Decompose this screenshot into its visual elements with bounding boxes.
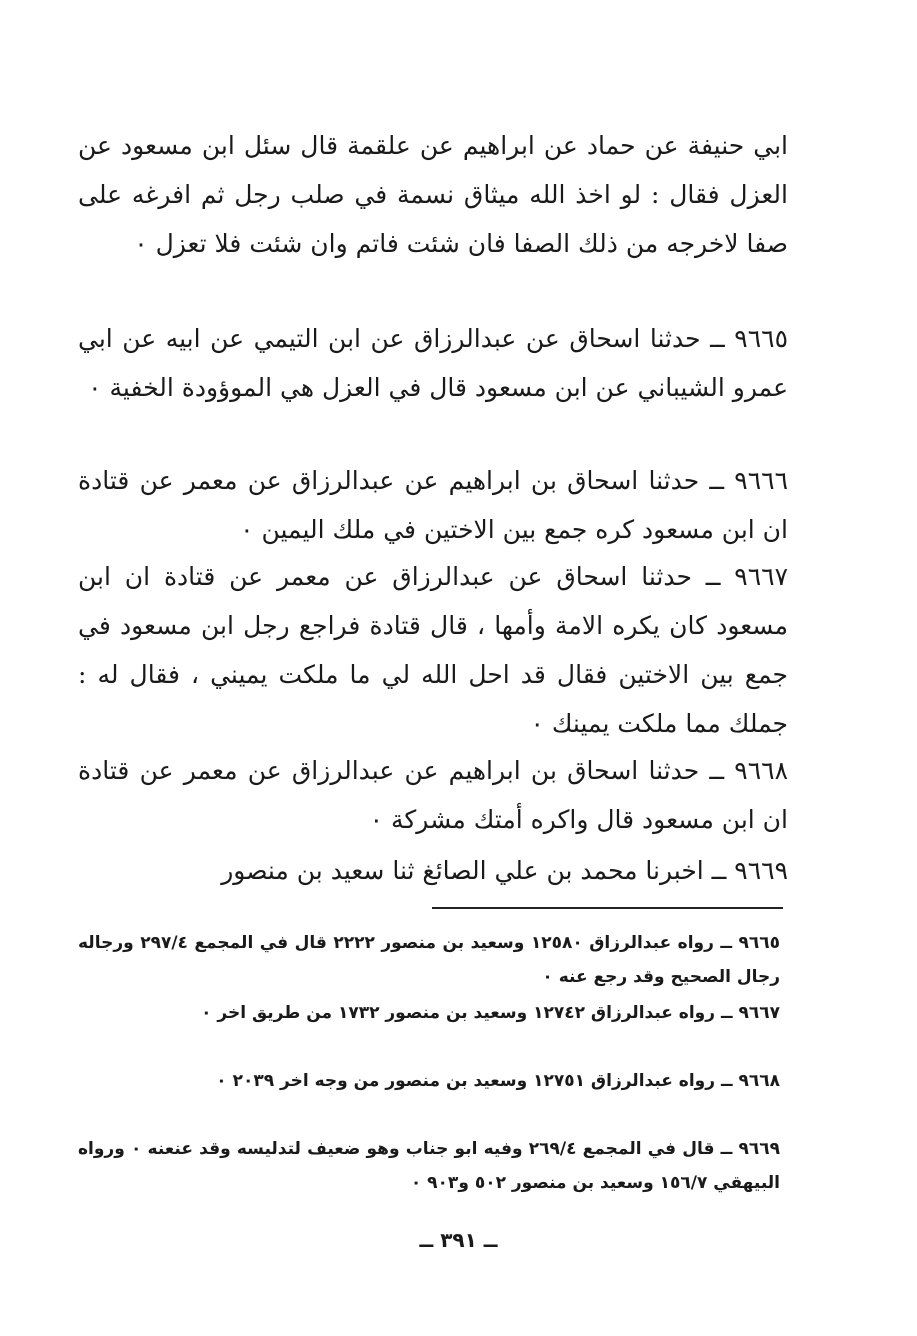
footnote-9667: ٩٦٦٧ ــ رواه عبدالرزاق ١٢٧٤٢ وسعيد بن منصور ١٧٣٢ من طريق اخر ٠ (201, 1003, 780, 1023)
paragraph-continuation: ابي حنيفة عن حماد عن ابراهيم عن علقمة قال سئل ابن مسعود عن العزل فقال : لو اخذ الله ميثاق نسمة في صلب رجل ثم افرغه على صفا لاخرجه من ذلك الصفا فان شئت فاتم وان شئت فلا تعزل ٠ (78, 131, 788, 258)
hadith-9669: ٩٦٦٩ ــ اخبرنا محمد بن علي الصائغ ثنا سعيد بن منصور (221, 856, 788, 885)
footnote-divider (432, 907, 783, 909)
page-number: ــ ٣٩١ ــ (419, 1228, 498, 1252)
hadith-9666: ٩٦٦٦ ــ حدثنا اسحاق بن ابراهيم عن عبدالرزاق عن معمر عن قتادة ان ابن مسعود كره جمع بين الاختين في ملك اليمين ٠ (78, 466, 788, 544)
hadith-9665: ٩٦٦٥ ــ حدثنا اسحاق عن عبدالرزاق عن ابن التيمي عن ابيه عن ابي عمرو الشيباني عن ابن مسعود قال في العزل هي الموؤودة الخفية ٠ (78, 324, 788, 402)
footnote-9665: ٩٦٦٥ ــ رواه عبدالرزاق ١٢٥٨٠ وسعيد بن منصور ٢٢٢٢ قال في المجمع ٢٩٧/٤ ورجاله رجال الصحيح وقد رجع عنه ٠ (78, 933, 781, 987)
footnote-9668: ٩٦٦٨ ــ رواه عبدالرزاق ١٢٧٥١ وسعيد بن منصور من وجه اخر ٢٠٣٩ ٠ (216, 1071, 780, 1091)
hadith-9668: ٩٦٦٨ ــ حدثنا اسحاق بن ابراهيم عن عبدالرزاق عن معمر عن قتادة ان ابن مسعود قال واكره أمتك مشركة ٠ (78, 756, 788, 834)
hadith-9667: ٩٦٦٧ ــ حدثنا اسحاق عن عبدالرزاق عن معمر عن قتادة ان ابن مسعود كان يكره الامة وأمها ، قال قتادة فراجع رجل ابن مسعود في جمع بين الاختين فقال قد احل الله لي ما ملكت يميني ، فقال له : جملك مما ملكت يمينك ٠ (78, 562, 788, 738)
footnote-9669: ٩٦٦٩ ــ قال في المجمع ٢٦٩/٤ وفيه ابو جناب وهو ضعيف لتدليسه وقد عنعنه ٠ ورواه البيهقي ١٥٦/٧ وسعيد بن منصور ٥٠٢ و٩٠٣ ٠ (78, 1139, 781, 1193)
